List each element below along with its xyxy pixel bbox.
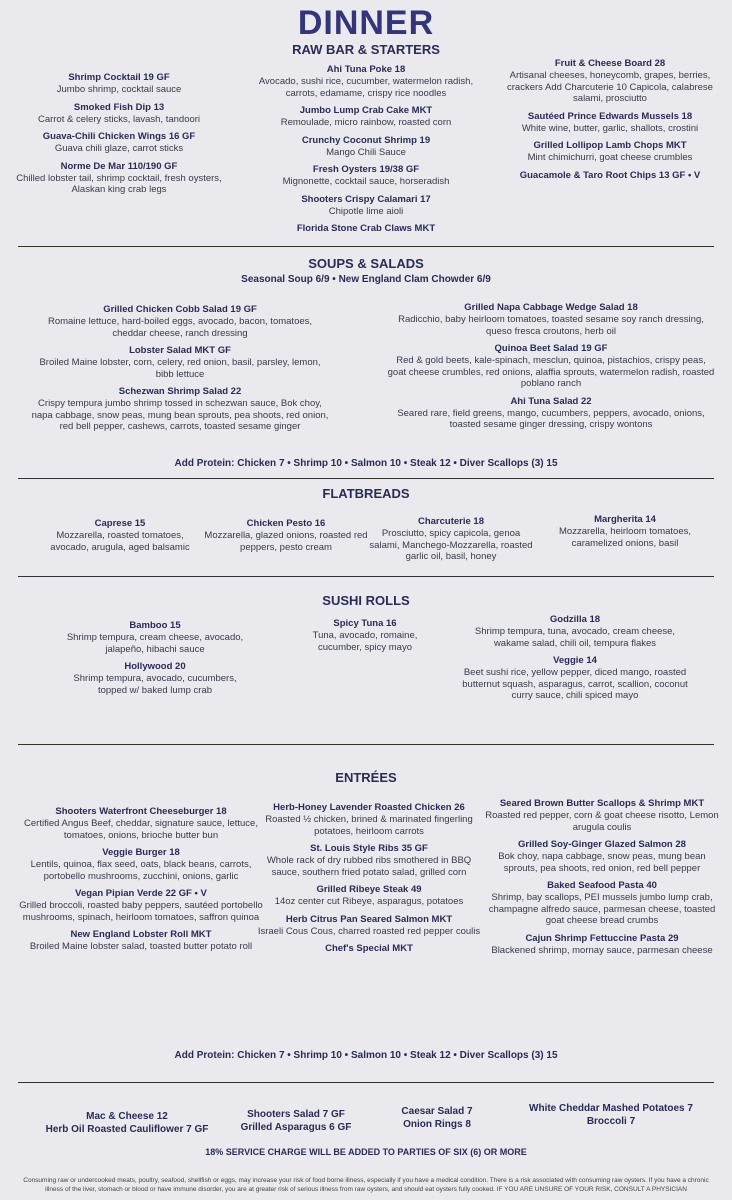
menu-item: Veggie 14 Beet sushi rice, yellow pepper, diced mango, roasted butternut squash, asparagus, carrot, scallion, coconut curry sauce, chili spiced mayo: [462, 655, 688, 701]
menu-item: Fresh Oysters 19/38 GF Mignonette, cocktail sauce, horseradish: [282, 164, 450, 187]
side-item: Broccoli 7: [586, 1116, 636, 1127]
menu-item: Baked Seafood Pasta 40 Shrimp, bay scallops, PEI mussels jumbo lump crab, champagne alfredo sauce, parmesan cheese, toasted goat cheese bread crumbs: [488, 880, 716, 926]
side-item: White Cheddar Mashed Potatoes 7: [529, 1103, 693, 1114]
menu-item: New England Lobster Roll MKT Broiled Maine lobster salad, toasted butter potato roll: [29, 929, 253, 952]
service-charge-note: 18% SERVICE CHARGE WILL BE ADDED TO PARTIES OF SIX (6) OR MORE: [205, 1147, 527, 1157]
menu-item: Norme De Mar 110/190 GF Chilled lobster tail, shrimp cocktail, fresh oysters, Alaskan king crab legs: [16, 160, 222, 195]
flatbread-chicken-pesto: [204, 518, 368, 559]
menu-item: Schezwan Shrimp Salad 22 Crispy tempura jumbo shrimp tossed in schezwan sauce, Bok choy, napa cabbage, snow peas, mung bean sprouts, pea shoots, red onion, red bell pepper, cashews, carrots, toasted sesame ginger: [31, 386, 329, 432]
menu-item: Crunchy Coconut Shrimp 19 Mango Chili Sauce: [301, 134, 431, 158]
entrees-col-1: [18, 806, 264, 959]
menu-item: Ahi Tuna Salad 22 Seared rare, field greens, mango, cucumbers, peppers, avocado, onions, toasted sesame ginger dressing, crispy wontons: [397, 395, 705, 430]
menu-item: Chef's Special MKT: [325, 943, 413, 954]
divider: [18, 478, 714, 479]
menu-item: Seared Brown Butter Scallops & Shrimp MKT Roasted red pepper, corn & goat cheese risotto, Lemon arugula coulis: [485, 798, 719, 833]
menu-item: Bamboo 15 Shrimp tempura, cream cheese, avocado, jalapeño, hibachi sauce: [66, 620, 244, 655]
sushi-col-1: [60, 620, 250, 702]
menu-item: Grilled Napa Cabbage Wedge Salad 18 Radicchio, baby heirloom tomatoes, toasted sesame soy ranch dressing, queso fresca croutons, herb oil: [398, 302, 704, 337]
menu-item: Shooters Waterfront Cheeseburger 18 Certified Angus Beef, cheddar, signature sauce, lettuce, tomatoes, onions, brioche butter bun: [24, 806, 258, 841]
soups-col-2: [386, 302, 716, 437]
menu-item: Spicy Tuna 16 Tuna, avocado, romaine, cucumber, spicy mayo: [312, 618, 418, 653]
side-item: Onion Rings 8: [403, 1119, 471, 1130]
page-title: DINNER: [297, 4, 435, 42]
flatbread-caprese: [40, 518, 200, 559]
menu-item: Herb-Honey Lavender Roasted Chicken 26 Roasted ½ chicken, brined & marinated fingerling potatoes, heirloom carrots: [265, 802, 473, 837]
menu-item: Jumbo Lump Crab Cake MKT Remoulade, micro rainbow, roasted corn: [280, 105, 452, 128]
menu-item: Caprese 15 Mozzarella, roasted tomatoes, avocado, arugula, aged balsamic: [50, 518, 190, 553]
raw-bar-col-2: [244, 64, 488, 241]
menu-item: Quinoa Beet Salad 19 GF Red & gold beets, kale-spinach, mesclun, quinoa, pistachios, crispy peas, goat cheese crumbles, red onions, alaffia sprouts, watermelon radish, roasted poblano ranch: [387, 343, 715, 389]
sides-col-4: [506, 1102, 716, 1128]
menu-item: St. Louis Style Ribs 35 GF Whole rack of dry rubbed ribs smothered in BBQ sauce, southern fried potato salad, grilled corn: [266, 843, 472, 878]
side-item: Shooters Salad 7 GF: [247, 1109, 345, 1120]
menu-item: Smoked Fish Dip 13 Carrot & celery sticks, lavash, tandoori: [37, 101, 201, 125]
menu-item: Shrimp Cocktail 19 GF Jumbo shrimp, cocktail sauce: [56, 72, 182, 95]
section-title-entrees: ENTRÉES: [335, 770, 397, 785]
menu-item: Sautéed Prince Edwards Mussels 18 White wine, butter, garlic, shallots, crostini: [521, 110, 699, 134]
entrees-col-3: [482, 798, 722, 962]
divider: [18, 246, 714, 247]
disclaimer: Consuming raw or undercooked meats, poultry, seafood, shellfish or eggs, may increase your risk of food borne illness, especially if you have a medical condition. There is a risk associated with consuming raw oysters. If you have a chronic illness of the liver, stomach or blood or have immune disorder, you are at greater risk of serious illness from raw oysters, and should eat oysters fully cooked. IF YOU ARE UNSURE OF YOUR RISK, CONSULT A PHYSICIAN: [23, 1177, 709, 1193]
menu-item: Hollywood 20 Shrimp tempura, avocado, cucumbers, topped w/ baked lump crab: [73, 661, 237, 696]
divider: [18, 1082, 714, 1083]
menu-item: Chicken Pesto 16 Mozzarella, glazed onions, roasted red peppers, pesto cream: [204, 518, 368, 553]
menu-item: Guacamole & Taro Root Chips 13 GF • V: [519, 169, 701, 181]
menu-item: Shooters Crispy Calamari 17 Chipotle lime aioli: [301, 193, 431, 217]
menu-item: Herb Citrus Pan Seared Salmon MKT Israeli Cous Cous, charred roasted red pepper coulis: [257, 913, 481, 937]
soups-col-1: [30, 304, 330, 439]
entrees-col-2: [256, 802, 482, 961]
section-title-soups: SOUPS & SALADS: [308, 256, 424, 271]
divider: [18, 744, 714, 745]
menu-item: Fruit & Cheese Board 28 Artisanal cheeses, honeycomb, grapes, berries, crackers Add Charcuterie 10 Capicola, calabrese salami, prosciutto: [507, 58, 713, 104]
sides-col-3: [376, 1105, 498, 1131]
add-protein-line: Add Protein: Chicken 7 • Shrimp 10 • Salmon 10 • Steak 12 • Diver Scallops (3) 15: [174, 458, 558, 469]
menu-item: Veggie Burger 18 Lentils, quinoa, flax seed, oats, black beans, carrots, portobello mushrooms, zucchini, onions, garlic: [30, 847, 252, 882]
menu-item: Cajun Shrimp Fettuccine Pasta 29 Blackened shrimp, mornay sauce, parmesan cheese: [491, 932, 713, 956]
menu-item: Grilled Soy-Ginger Glazed Salmon 28 Bok choy, napa cabbage, snow peas, mung bean sprouts, pea shoots, red onion, red bell pepper: [498, 839, 706, 874]
flatbread-margherita: [540, 514, 710, 555]
add-protein-line: Add Protein: Chicken 7 • Shrimp 10 • Salmon 10 • Steak 12 • Diver Scallops (3) 15: [174, 1050, 558, 1061]
divider: [18, 576, 714, 577]
menu-item: Guava-Chili Chicken Wings 16 GF Guava chili glaze, carrot sticks: [42, 131, 196, 154]
menu-item: Margherita 14 Mozzarella, heirloom tomatoes, caramelized onions, basil: [559, 514, 691, 549]
side-item: Herb Oil Roasted Cauliflower 7 GF: [45, 1124, 209, 1135]
flatbread-charcuterie: [366, 516, 536, 569]
menu-item: Grilled Ribeye Steak 49 14oz center cut Ribeye, asparagus, potatoes: [274, 884, 464, 907]
sides-col-1: [24, 1110, 230, 1136]
raw-bar-col-1: [14, 72, 224, 202]
menu-item: Ahi Tuna Poke 18 Avocado, sushi rice, cucumber, watermelon radish, carrots, edamame, crispy rice noodles: [258, 64, 474, 99]
menu-item: Florida Stone Crab Claws MKT: [296, 223, 436, 234]
menu-item: Charcuterie 18 Prosciutto, spicy capicola, genoa salami, Manchego-Mozzarella, roasted garlic oil, basil, honey: [369, 516, 533, 562]
menu-item: Grilled Chicken Cobb Salad 19 GF Romaine lettuce, hard-boiled eggs, avocado, bacon, tomatoes, cheddar cheese, ranch dressing: [47, 304, 313, 339]
menu-item: Vegan Pipian Verde 22 GF • V Grilled broccoli, roasted baby peppers, sautéed portobello mushrooms, spinach, heirloom tomatoes, saffron quinoa: [19, 888, 263, 923]
side-item: Caesar Salad 7: [401, 1106, 473, 1117]
sushi-col-3: [456, 614, 694, 708]
raw-bar-col-3: [500, 58, 720, 188]
menu-item: Grilled Lollipop Lamb Chops MKT Mint chimichurri, goat cheese crumbles: [527, 140, 693, 163]
seasonal-soup-line: Seasonal Soup 6/9 • New England Clam Chowder 6/9: [241, 274, 491, 285]
side-item: Grilled Asparagus 6 GF: [240, 1122, 352, 1133]
section-title-raw-bar: RAW BAR & STARTERS: [292, 42, 440, 57]
side-item: Mac & Cheese 12: [86, 1111, 168, 1122]
section-title-sushi: SUSHI ROLLS: [322, 593, 410, 608]
menu-item: Lobster Salad MKT GF Broiled Maine lobster, corn, celery, red onion, basil, parsley, lemon, bibb lettuce: [39, 345, 321, 380]
sushi-col-2: [290, 618, 440, 659]
sides-col-2: [226, 1108, 366, 1134]
section-title-flatbreads: FLATBREADS: [322, 486, 410, 501]
menu-item: Godzilla 18 Shrimp tempura, tuna, avocado, cream cheese, wakame salad, chili oil, tempura flakes: [474, 614, 676, 649]
